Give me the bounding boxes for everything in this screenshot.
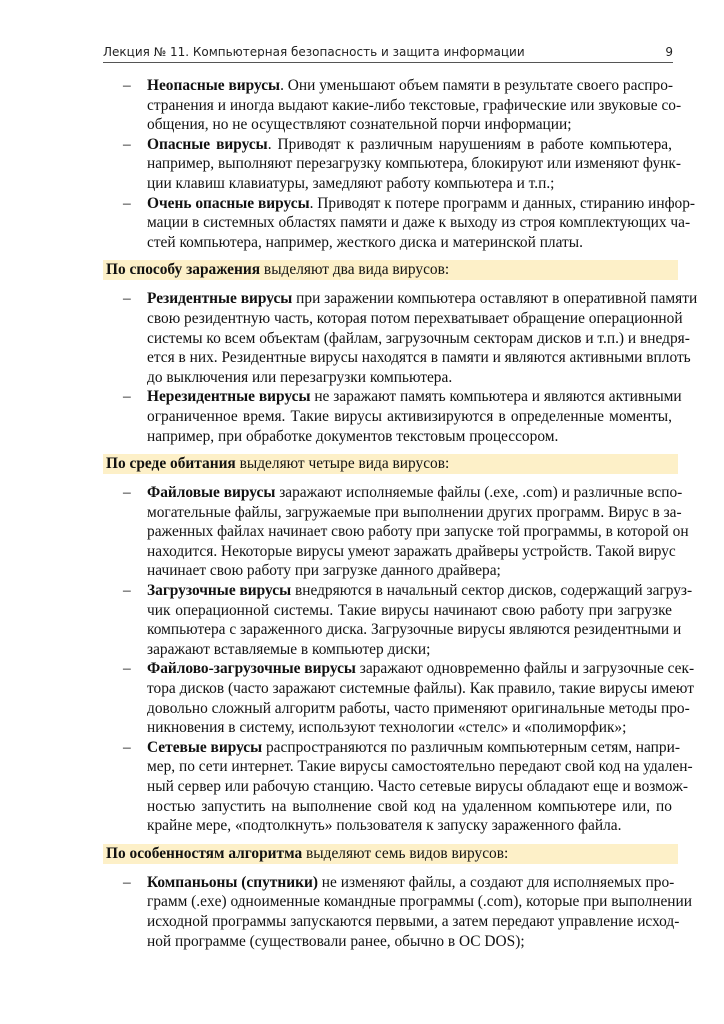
text-line: до выключения или перезагрузки компьютера.	[147, 368, 453, 386]
text-line: начинает свою работу при загрузке данного драйвера;	[147, 562, 501, 580]
text-line	[147, 483, 683, 503]
text-line	[147, 581, 693, 601]
term-bold: Компаньоны (спутники)	[147, 873, 318, 891]
term-text: . Они уменьшают объем памяти в результате своего распро-	[280, 77, 674, 94]
bullet-list	[103, 289, 698, 446]
text-line: странения и иногда выдают какие-либо текстовые, графические или звуковые со-	[147, 96, 682, 114]
text-line	[147, 738, 680, 758]
text-line: раженных файлах начинает свою работу при запуске той программы, в которой он	[147, 523, 689, 541]
text-line: ной программе (существовали ранее, обычно в ОС DOS);	[147, 932, 525, 950]
term-text: распространяются по различным компьютерным сетям, напри-	[262, 738, 680, 756]
list-item	[103, 289, 698, 387]
dash-bullet: –	[123, 582, 131, 600]
header-title: Лекция № 11. Компьютерная безопасность и защита информации	[103, 45, 525, 59]
term-text: не изменяют файлы, а создают для исполняемых про-	[317, 873, 675, 891]
text-line: системы ко всем объектам (файлам, загрузочным секторам дисков и т.п.) и внедря-	[147, 329, 690, 347]
text-line	[147, 289, 698, 309]
text-line	[147, 194, 696, 214]
term-bold: Файлово-загрузочные вирусы	[147, 660, 356, 678]
dash-bullet: –	[123, 484, 131, 502]
dash-bullet: –	[123, 873, 131, 891]
text-line: находится. Некоторые вирусы умеют заражать драйверы устройств. Такой вирус	[147, 542, 676, 560]
term-text: заражают исполняемые файлы (.exe, .com) и различные вспо-	[275, 484, 683, 502]
text-line: компьютера с зараженного диска. Загрузочные вирусы являются резидентными и	[147, 621, 682, 639]
dash-bullet: –	[123, 135, 131, 153]
bullet-list	[103, 483, 695, 836]
bullet-list	[103, 873, 693, 951]
term-text: при заражении компьютера оставляют в оперативной памяти	[292, 290, 698, 308]
list-item	[103, 194, 696, 253]
term-text: . Приводят к различным нарушениям в работе компьютера,	[267, 135, 672, 153]
term-bold: Неопасные вирусы	[147, 77, 281, 94]
term-text: . Приводят к потере программ и данных, стиранию инфор-	[309, 194, 696, 212]
text-line: крайне мере, «подтолкнуть» пользователя к запуску зараженного файла.	[147, 817, 622, 835]
section-heading	[103, 844, 678, 864]
text-line: мер, по сети интернет. Такие вирусы самостоятельно передают свой код на удален-	[147, 758, 693, 776]
text-line: ограниченное время. Такие вирусы активизируются в определенные моменты,	[147, 407, 672, 425]
bullet-list	[103, 76, 696, 252]
document-body	[103, 76, 698, 951]
text-line	[147, 135, 672, 155]
term-text: заражают одновременно файлы и загрузочные сек-	[355, 660, 695, 678]
list-item	[103, 873, 693, 951]
text-line: ции клавиш клавиатуры, замедляют работу компьютера и т.п.;	[147, 174, 555, 192]
text-line: тора дисков (часто заражают системные файлы). Как правило, такие вирусы имеют	[147, 680, 694, 698]
text-line: мации в системных областях памяти и даже к выходу из строя комплектующих ча-	[147, 214, 691, 232]
text-line	[147, 76, 672, 96]
text-line: стей компьютера, например, жесткого диска и материнской платы.	[147, 233, 583, 251]
dash-bullet: –	[123, 194, 131, 212]
text-line	[147, 659, 695, 679]
text-line: могательные файлы, загружаемые при выполнении других программ. Вирус в за-	[147, 503, 682, 521]
list-item	[103, 387, 682, 446]
text-line: ется в них. Резидентные вирусы находятся в памяти и являются активными вплоть	[147, 349, 691, 367]
text-line: ный сервер или рабочую станцию. Часто сетевые вирусы обладают еще и возмож-	[147, 778, 688, 795]
term-bold: Нерезидентные вирусы	[147, 388, 311, 406]
page-number: 9	[665, 45, 673, 59]
text-line: грамм (.exe) одноименные командные программы (.com), которые при выполнении	[147, 893, 693, 911]
dash-bullet: –	[123, 77, 131, 94]
text-line	[147, 873, 675, 893]
text-line: довольно сложный алгоритм работы, часто применяют оригинальные методы про-	[147, 699, 690, 717]
list-item	[103, 581, 693, 659]
dash-bullet: –	[123, 738, 131, 756]
dash-bullet: –	[123, 388, 131, 406]
term-bold: Очень опасные вирусы	[147, 194, 310, 212]
list-item	[103, 738, 693, 836]
text-line: чик операционной системы. Такие вирусы начинают свою работу при загрузке	[147, 601, 672, 619]
section-heading	[103, 260, 678, 280]
text-line: никновения в систему, используют технологии «стелс» и «полиморфик»;	[147, 719, 627, 737]
term-bold: Сетевые вирусы	[147, 738, 263, 756]
term-text: не заражают память компьютера и являются активными	[310, 388, 682, 406]
text-line: заражают вставляемые в компьютер диски;	[147, 640, 431, 658]
text-line: общения, но не осуществляют сознательной порчи информации;	[147, 116, 572, 134]
dash-bullet: –	[123, 660, 131, 678]
section-heading-bold: По особенностям алгоритма	[106, 844, 303, 862]
section-heading-text: выделяют семь видов вирусов:	[302, 844, 509, 862]
term-bold: Файловые вирусы	[147, 484, 276, 502]
term-text: внедряются в начальный сектор дисков, содержащий загруз-	[291, 582, 693, 600]
section-heading-bold: По среде обитания	[106, 455, 236, 473]
page-header	[103, 43, 673, 63]
section-heading-bold: По способу заражения	[106, 261, 261, 279]
text-line: например, при обработке документов текстовым процессором.	[147, 427, 559, 445]
list-item	[103, 483, 689, 581]
text-line: исходной программы запускаются первыми, а затем передают управление исход-	[147, 912, 680, 930]
text-line: свою резидентную часть, которая потом перехватывает обращение операционной	[147, 309, 683, 327]
section-heading-text: выделяют два вида вирусов:	[260, 261, 450, 279]
section-heading	[103, 454, 678, 474]
term-bold: Опасные вирусы	[147, 135, 268, 153]
list-item	[103, 135, 682, 194]
term-bold: Резидентные вирусы	[147, 290, 293, 308]
term-bold: Загрузочные вирусы	[147, 582, 292, 600]
dash-bullet: –	[123, 290, 131, 308]
list-item	[103, 76, 682, 135]
section-heading-text: выделяют четыре вида вирусов:	[235, 455, 450, 473]
text-line: например, выполняют перезагрузку компьютера, блокируют или изменяют функ-	[147, 155, 682, 173]
list-item	[103, 659, 695, 737]
text-line: ностью запустить на выполнение свой код на удаленном компьютере или, по	[147, 797, 672, 815]
text-line	[147, 387, 682, 407]
